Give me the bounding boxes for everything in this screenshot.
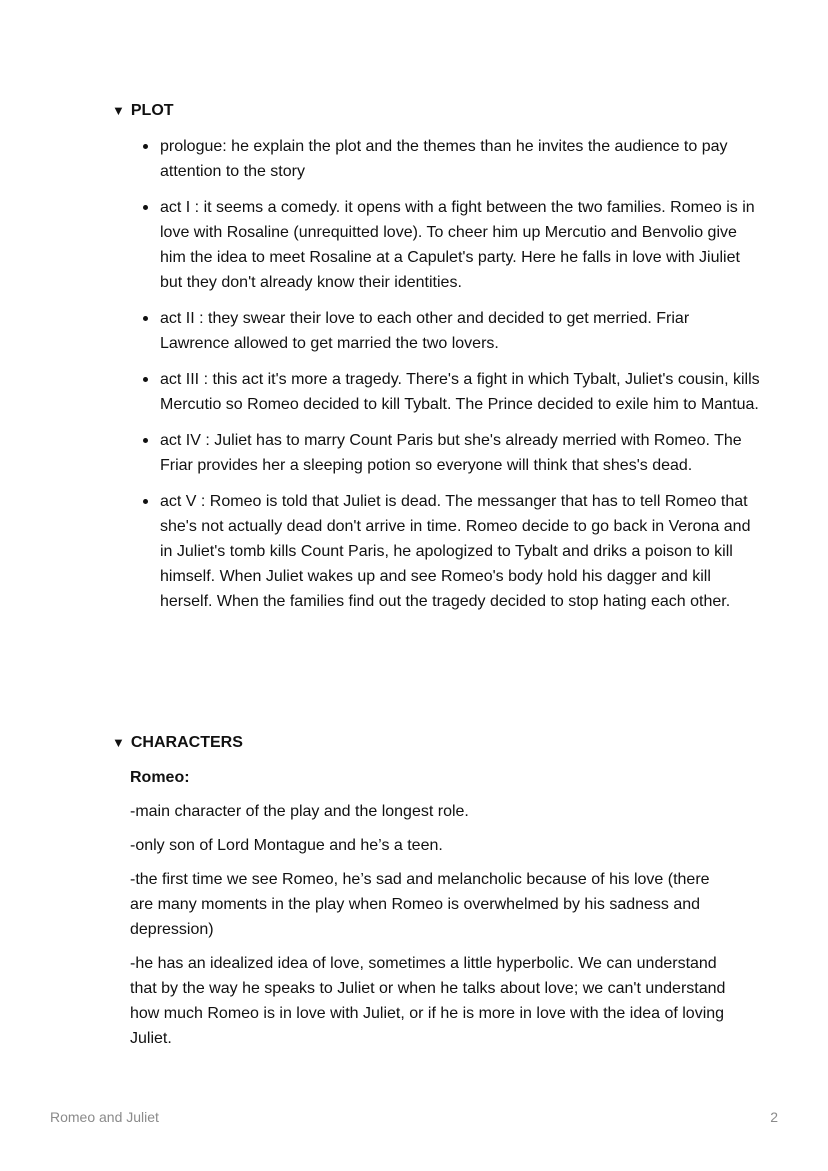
- plot-list-item: act III : this act it's more a tragedy. There's a fight in which Tybalt, Juliet's cousin, kills Mercutio so Romeo decided to kill Tybalt. The Prince decided to exile him to Mantua.: [160, 367, 760, 417]
- character-note: -only son of Lord Montague and he’s a teen.: [130, 837, 443, 854]
- characters-toggle-heading[interactable]: [112, 733, 243, 753]
- plot-list-item: act II : they swear their love to each other and decided to get merried. Friar Lawrence allowed to get married the two lovers.: [160, 306, 760, 356]
- character-note: -the first time we see Romeo, he’s sad and melancholic because of his love (there are many moments in the play when Romeo is overwhelmed by his sadness and depression): [130, 871, 710, 938]
- character-name: Romeo:: [130, 769, 190, 786]
- characters-heading: CHARACTERS: [130, 734, 243, 751]
- plot-heading: PLOT: [130, 102, 174, 119]
- plot-list-item: prologue: he explain the plot and the themes than he invites the audience to pay attention to the story: [160, 134, 760, 184]
- triangle-down-icon[interactable]: ▼: [112, 735, 125, 750]
- plot-toggle-heading[interactable]: [112, 101, 174, 121]
- plot-list: [130, 134, 760, 625]
- triangle-down-icon[interactable]: ▼: [112, 103, 125, 118]
- plot-list-item: act V : Romeo is told that Juliet is dead. The messanger that has to tell Romeo that she's not actually dead don't arrive in time. Romeo decide to go back in Verona and in Juliet's tomb kills Count Paris, he apologized to Tybalt and driks a poison to kill himself. When Juliet wakes up and see Romeo's body hold his dagger and kill herself. When the families find out the tragedy decided to stop hating each other.: [160, 489, 760, 614]
- characters-section: [130, 765, 730, 1060]
- plot-list-item: act IV : Juliet has to marry Count Paris but she's already merried with Romeo. The Friar provides her a sleeping potion so everyone will think that shes's dead.: [160, 428, 760, 478]
- character-note: -main character of the play and the longest role.: [130, 803, 469, 820]
- footer-title: Romeo and Juliet: [50, 1109, 159, 1125]
- plot-list-item: act I : it seems a comedy. it opens with a fight between the two families. Romeo is in love with Rosaline (unrequitted love). To cheer him up Mercutio and Benvolio give him the idea to meet Rosaline at a Capulet's party. Here he falls in love with Jiuliet but they don't already know their identities.: [160, 195, 760, 295]
- character-note: -he has an idealized idea of love, sometimes a little hyperbolic. We can understand that by the way he speaks to Juliet or when he talks about love; we can't understand how much Romeo is in love with Juliet, or if he is more in love with the idea of loving Juliet.: [130, 955, 726, 1047]
- page-number: 2: [770, 1109, 778, 1125]
